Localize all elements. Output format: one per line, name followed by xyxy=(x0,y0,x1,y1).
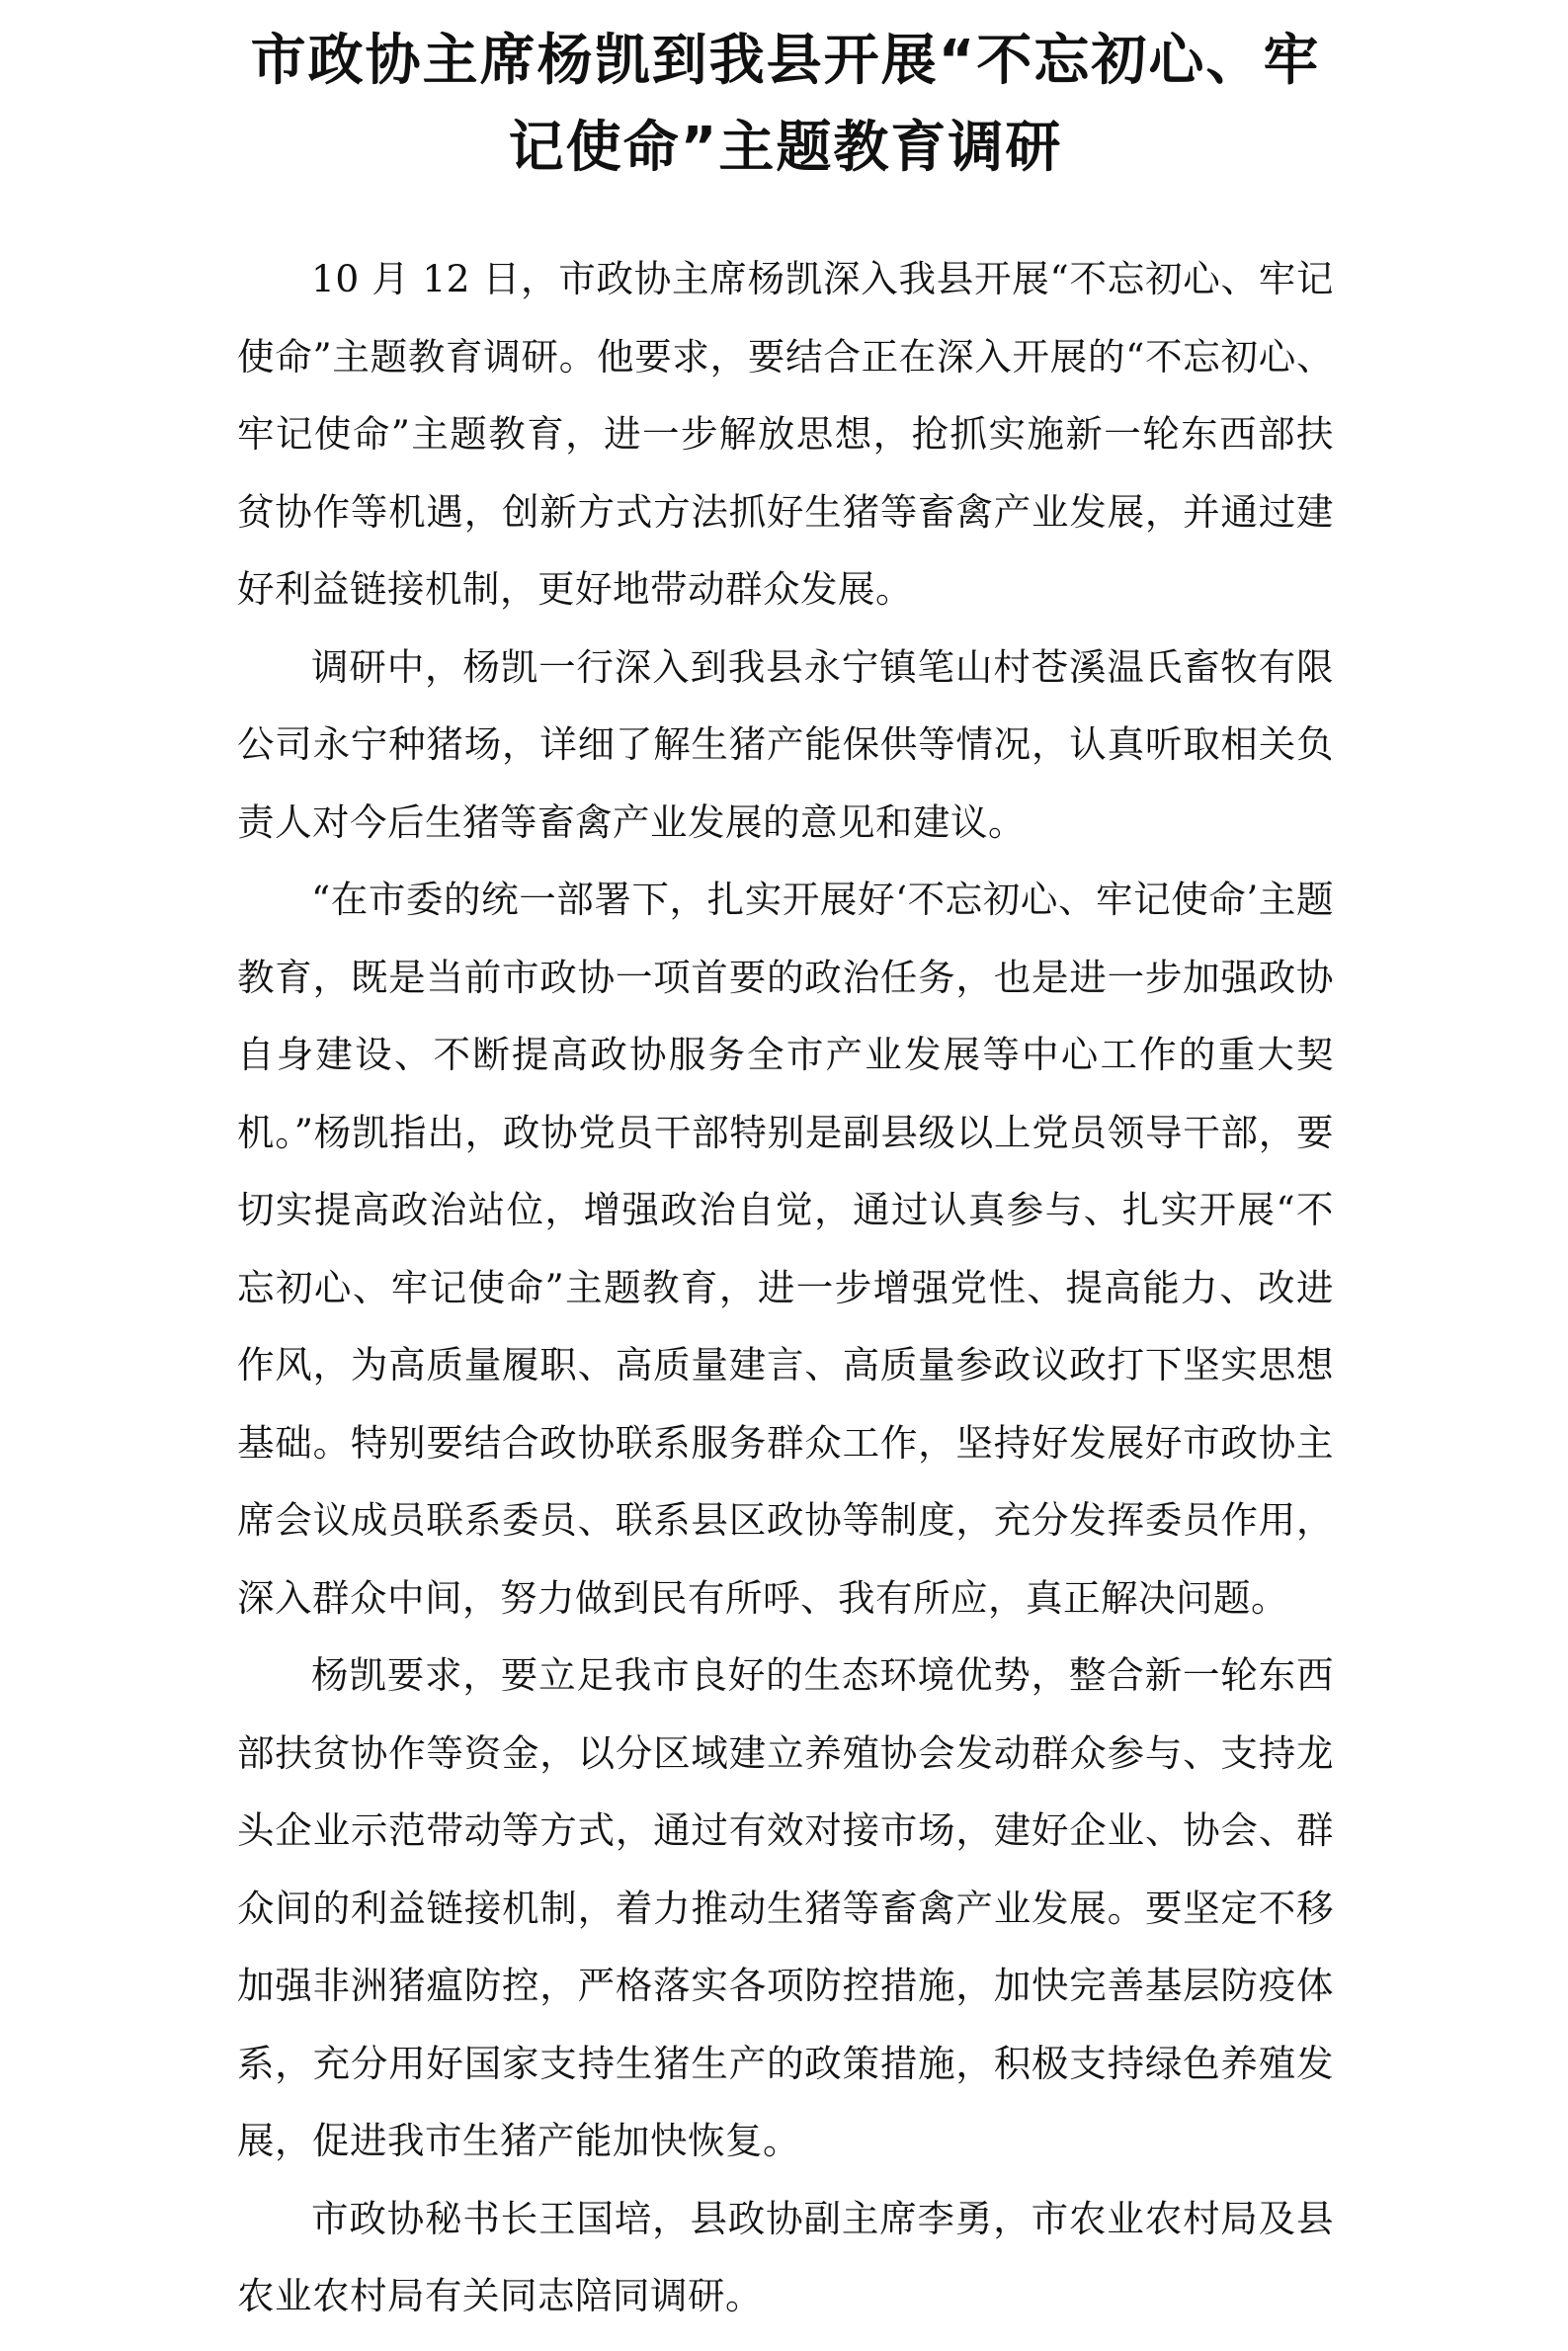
article-title-line-2: 记使命”主题教育调研 xyxy=(508,116,1063,180)
paragraph-intro: 10 月 12 日，市政协主席杨凯深入我县开展“不忘初心、牢记使命”主题教育调研。他要求，要结合正在深入开展的“不忘初心、牢记使命”主题教育，进一步解放思想，抢抓实施新一轮东西部扶贫协作等机遇，创新方式方法抓好生猪等畜禽产业发展，并通过建好利益链接机制，更好地带动群众发展。 xyxy=(237,257,1334,611)
paragraph-attendees: 市政协秘书长王国培，县政协副主席李勇，市农业农村局及县农业农村局有关同志陪同调研。 xyxy=(237,2196,1334,2317)
article-title-line-1: 市政协主席杨凯到我县开展“不忘初心、牢 xyxy=(250,29,1321,93)
paragraph-quote: “在市委的统一部署下，扎实开展好‘不忘初心、牢记使命’主题教育，既是当前市政协一项首要的政治任务，也是进一步加强政协自身建设、不断提高政协服务全市产业发展等中心工作的重大契机。”杨凯指出，政协党员干部特别是副县级以上党员领导干部，要切实提高政治站位，增强政治自觉，通过认真参与、扎实开展“不忘初心、牢记使命”主题教育，进一步增强党性、提高能力、改进作风，为高质量履职、高质量建言、高质量参政议政打下坚实思想基础。特别要结合政协联系服务群众工作，坚持好发展好市政协主席会议成员联系委员、联系县区政协等制度，充分发挥委员作用，深入群众中间，努力做到民有所呼、我有所应，真正解决问题。 xyxy=(237,878,1334,1620)
paragraph-requirements: 杨凯要求，要立足我市良好的生态环境优势，整合新一轮东西部扶贫协作等资金，以分区域建立养殖协会发动群众参与、支持龙头企业示范带动等方式，通过有效对接市场，建好企业、协会、群众间的利益链接机制，着力推动生猪等畜禽产业发展。要坚定不移加强非洲猪瘟防控，严格落实各项防控措施，加快完善基层防疫体系，充分用好国家支持生猪生产的政策措施，积极支持绿色养殖发展，促进我市生猪产能加快恢复。 xyxy=(237,1653,1334,2162)
article-body xyxy=(237,240,1334,2335)
article-title xyxy=(222,18,1349,192)
paragraph-visit: 调研中，杨凯一行深入到我县永宁镇笔山村苍溪温氏畜牧有限公司永宁种猪场，详细了解生猪产能保供等情况，认真听取相关负责人对今后生猪等畜禽产业发展的意见和建议。 xyxy=(237,644,1334,844)
